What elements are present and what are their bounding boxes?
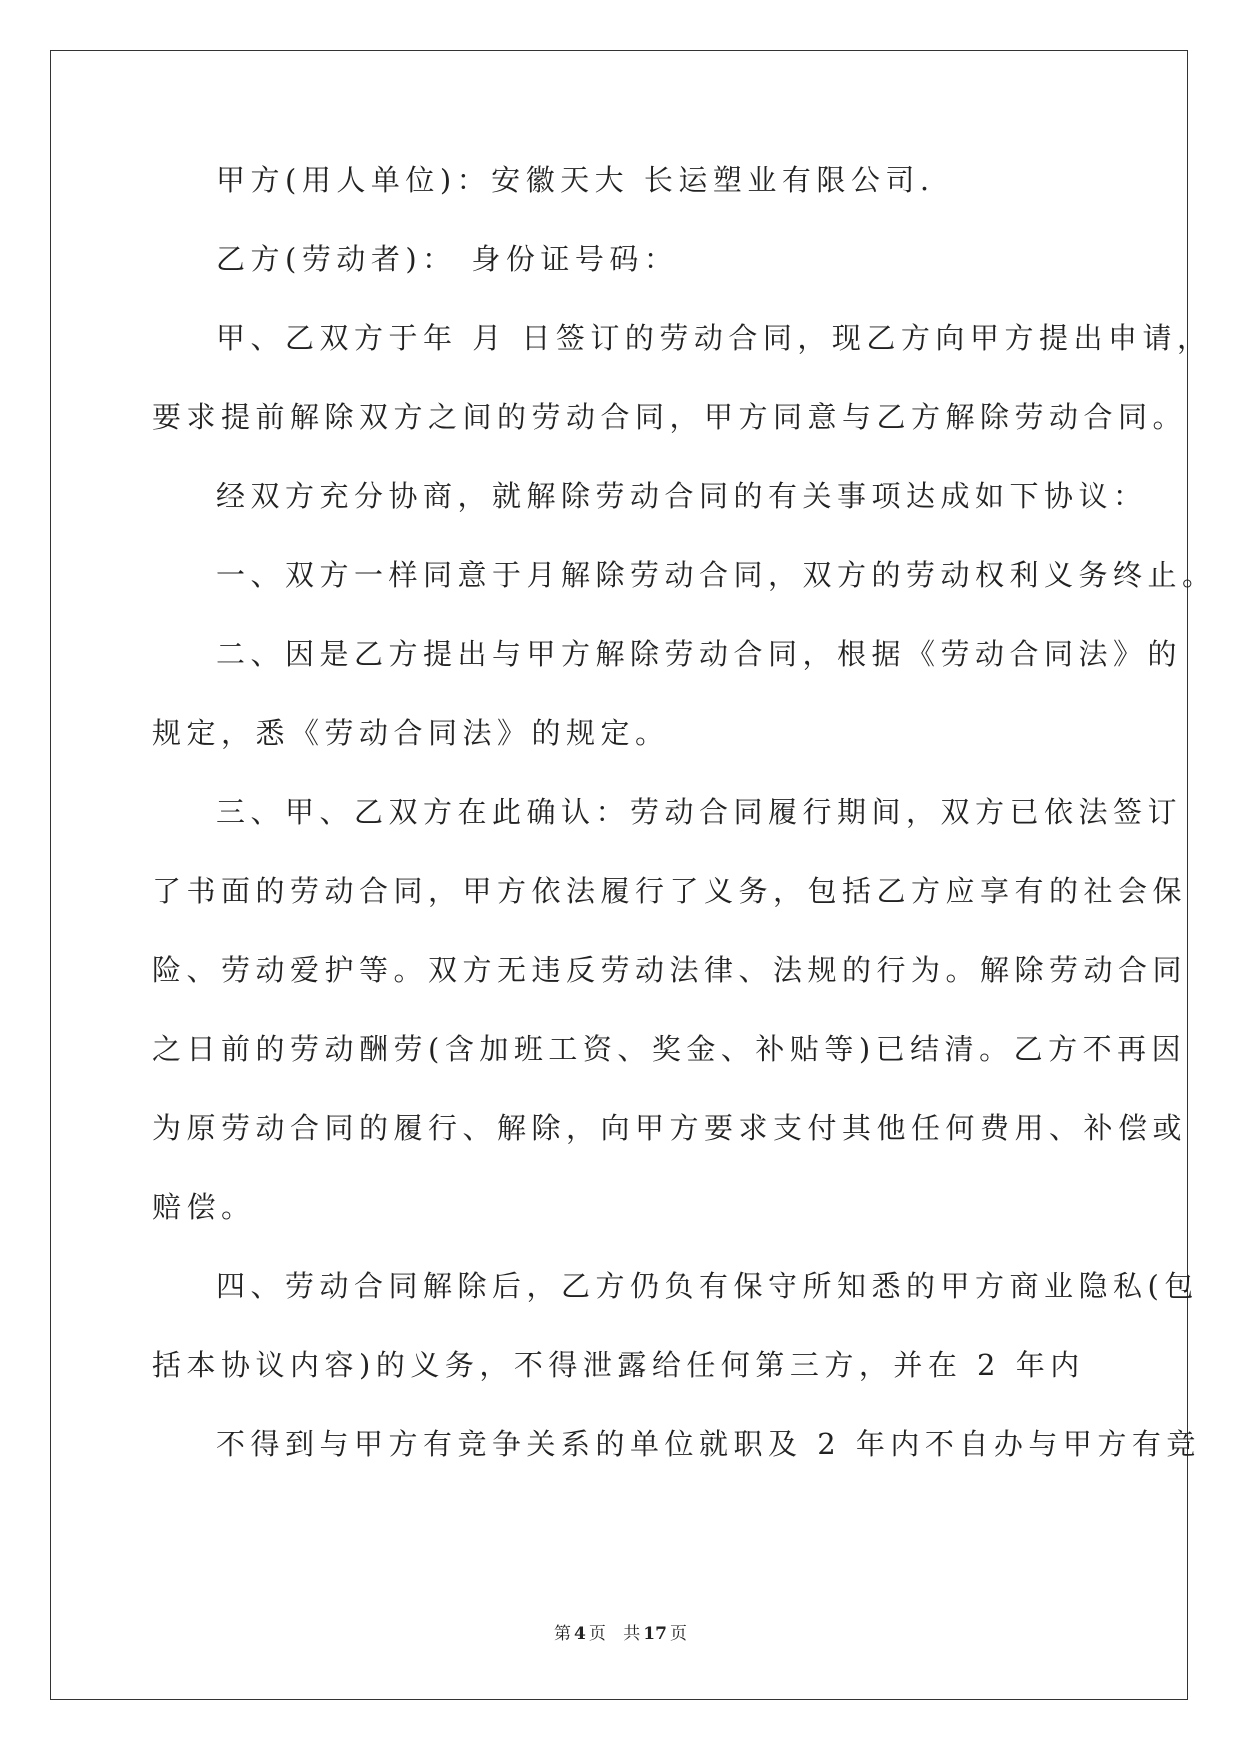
page-suffix: 页 bbox=[588, 1624, 606, 1644]
clause-2-line: 规定，悉《劳动合同法》的规定。 bbox=[152, 716, 670, 750]
page-indicator bbox=[551, 1624, 609, 1644]
paragraph-line: 甲、乙双方于年 月 日签订的劳动合同，现乙方向甲方提出申请， bbox=[216, 321, 1212, 355]
clause-3-line: 了书面的劳动合同，甲方依法履行了义务，包括乙方应享有的社会保 bbox=[152, 874, 1188, 908]
total-label: 共 bbox=[623, 1624, 641, 1644]
clause-1-line: 一、双方一样同意于月解除劳动合同，双方的劳动权利义务终止。 bbox=[216, 558, 1217, 592]
party-a-line: 甲方(用人单位)：安徽天大 长运塑业有限公司. bbox=[216, 163, 935, 197]
clause-3-line: 三、甲、乙双方在此确认：劳动合同履行期间，双方已依法签订 bbox=[216, 795, 1183, 829]
clause-4-line: 不得到与甲方有竞争关系的单位就职及 2 年内不自办与甲方有竞 bbox=[216, 1427, 1201, 1461]
clause-4-line: 四、劳动合同解除后，乙方仍负有保守所知悉的甲方商业隐私(包 bbox=[216, 1269, 1199, 1303]
paragraph-line: 要求提前解除双方之间的劳动合同，甲方同意与乙方解除劳动合同。 bbox=[152, 400, 1188, 434]
total-pages: 17 bbox=[643, 1624, 667, 1644]
paragraph-line: 经双方充分协商，就解除劳动合同的有关事项达成如下协议： bbox=[216, 479, 1148, 513]
page-number: 4 bbox=[574, 1624, 586, 1644]
total-indicator bbox=[620, 1624, 690, 1644]
page-label: 第 bbox=[554, 1624, 572, 1644]
page-footer bbox=[0, 1619, 1241, 1644]
document-body bbox=[152, 163, 1217, 1509]
clause-3-line: 险、劳动爱护等。双方无违反劳动法律、法规的行为。解除劳动合同 bbox=[152, 953, 1188, 987]
clause-4-line: 括本协议内容)的义务，不得泄露给任何第三方，并在 2 年内 bbox=[152, 1348, 1085, 1382]
clause-3-line: 为原劳动合同的履行、解除，向甲方要求支付其他任何费用、补偿或 bbox=[152, 1111, 1188, 1145]
clause-2-line: 二、因是乙方提出与甲方解除劳动合同，根据《劳动合同法》的 bbox=[216, 637, 1183, 671]
total-suffix: 页 bbox=[669, 1624, 687, 1644]
clause-3-line: 赔偿。 bbox=[152, 1190, 256, 1224]
clause-3-line: 之日前的劳动酬劳(含加班工资、奖金、补贴等)已结清。乙方不再因 bbox=[152, 1032, 1187, 1066]
party-b-line: 乙方(劳动者)： 身份证号码： bbox=[216, 242, 679, 276]
